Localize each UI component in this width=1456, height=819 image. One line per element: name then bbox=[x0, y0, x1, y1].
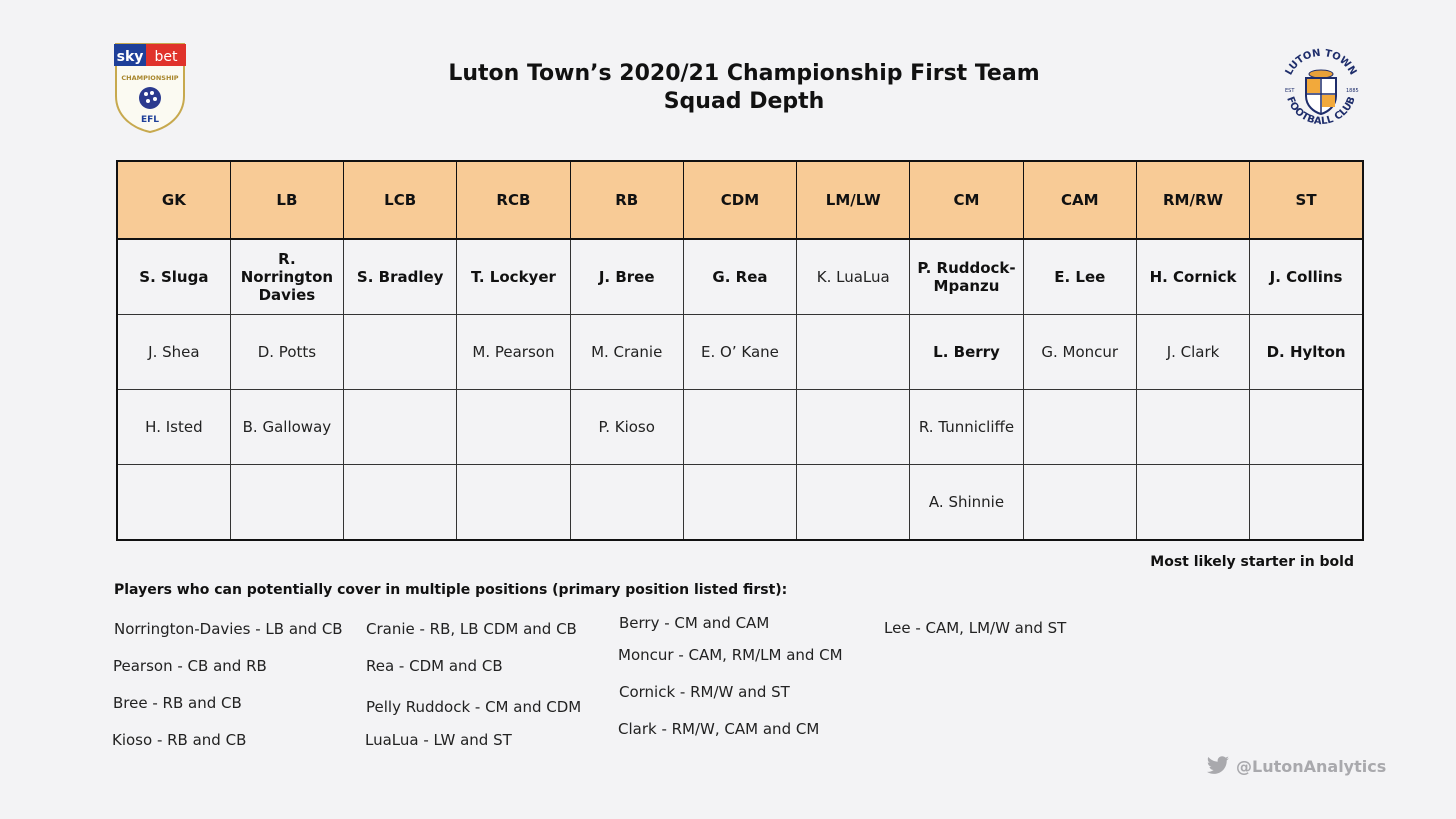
table-cell bbox=[117, 465, 230, 541]
cover-item: Berry - CM and CAM bbox=[619, 614, 770, 632]
table-cell: P. Ruddock-Mpanzu bbox=[910, 239, 1023, 315]
cover-item: Clark - RM/W, CAM and CM bbox=[618, 720, 820, 738]
table-cell: M. Cranie bbox=[570, 315, 683, 390]
cover-item: Pearson - CB and RB bbox=[113, 657, 267, 675]
table-row bbox=[117, 390, 1363, 465]
table-cell bbox=[1023, 465, 1136, 541]
twitter-bird-icon bbox=[1206, 756, 1230, 776]
cover-item: Cranie - RB, LB CDM and CB bbox=[366, 620, 577, 638]
column-header: RB bbox=[570, 161, 683, 239]
svg-text:FOOTBALL CLUB: FOOTBALL CLUB bbox=[1284, 95, 1358, 128]
squad-depth-table bbox=[116, 160, 1364, 541]
cover-item: Moncur - CAM, RM/LM and CM bbox=[618, 646, 843, 664]
table-cell bbox=[457, 390, 570, 465]
column-header: GK bbox=[117, 161, 230, 239]
table-cell: R. Tunnicliffe bbox=[910, 390, 1023, 465]
svg-text:EST: EST bbox=[1285, 88, 1295, 94]
twitter-handle-text: @LutonAnalytics bbox=[1236, 756, 1387, 776]
table-cell: T. Lockyer bbox=[457, 239, 570, 315]
table-cell: H. Isted bbox=[117, 390, 230, 465]
cover-item: Rea - CDM and CB bbox=[366, 657, 503, 675]
table-cell: M. Pearson bbox=[457, 315, 570, 390]
column-header: LM/LW bbox=[797, 161, 910, 239]
table-cell bbox=[683, 465, 796, 541]
table-cell bbox=[570, 465, 683, 541]
table-cell: G. Moncur bbox=[1023, 315, 1136, 390]
table-cell bbox=[344, 390, 457, 465]
cover-item: Cornick - RM/W and ST bbox=[619, 683, 790, 701]
table-cell: B. Galloway bbox=[230, 390, 343, 465]
table-cell bbox=[1250, 390, 1363, 465]
table-cell: J. Clark bbox=[1136, 315, 1249, 390]
table-cell: L. Berry bbox=[910, 315, 1023, 390]
table-cell bbox=[457, 465, 570, 541]
table-row bbox=[117, 315, 1363, 390]
table-cell: E. Lee bbox=[1023, 239, 1136, 315]
cover-item: Lee - CAM, LM/W and ST bbox=[884, 619, 1067, 637]
table-row bbox=[117, 239, 1363, 315]
twitter-handle[interactable] bbox=[1206, 756, 1386, 776]
starter-note: Most likely starter in bold bbox=[1150, 554, 1354, 570]
table-cell bbox=[1250, 465, 1363, 541]
column-header: CAM bbox=[1023, 161, 1136, 239]
table-cell: J. Bree bbox=[570, 239, 683, 315]
cover-item: LuaLua - LW and ST bbox=[365, 731, 512, 749]
table-cell bbox=[797, 465, 910, 541]
title-line-2: Squad Depth bbox=[663, 89, 825, 114]
column-header: ST bbox=[1250, 161, 1363, 239]
table-cell: K. LuaLua bbox=[797, 239, 910, 315]
svg-text:sky: sky bbox=[116, 49, 144, 65]
table-cell: G. Rea bbox=[683, 239, 796, 315]
table-cell bbox=[1023, 390, 1136, 465]
cover-item: Bree - RB and CB bbox=[113, 694, 242, 712]
svg-text:EFL: EFL bbox=[140, 115, 160, 125]
cover-item: Norrington-Davies - LB and CB bbox=[114, 620, 343, 638]
cover-item: Pelly Ruddock - CM and CDM bbox=[366, 698, 582, 716]
column-header: LCB bbox=[344, 161, 457, 239]
table-cell bbox=[683, 390, 796, 465]
table-row bbox=[117, 465, 1363, 541]
table-cell: J. Shea bbox=[117, 315, 230, 390]
table-cell bbox=[1136, 465, 1249, 541]
table-cell: D. Hylton bbox=[1250, 315, 1363, 390]
table-cell bbox=[230, 465, 343, 541]
table-cell: R. Norrington Davies bbox=[230, 239, 343, 315]
table-cell: E. O’ Kane bbox=[683, 315, 796, 390]
svg-text:CHAMPIONSHIP: CHAMPIONSHIP bbox=[121, 74, 179, 82]
column-header: LB bbox=[230, 161, 343, 239]
table-cell bbox=[797, 390, 910, 465]
column-header: CM bbox=[910, 161, 1023, 239]
cover-item: Kioso - RB and CB bbox=[112, 731, 247, 749]
title-line-1: Luton Town’s 2020/21 Championship First Team bbox=[448, 61, 1040, 86]
skybet-championship-logo bbox=[112, 38, 188, 134]
svg-text:1885: 1885 bbox=[1346, 88, 1359, 94]
table-cell bbox=[1136, 390, 1249, 465]
table-cell: J. Collins bbox=[1250, 239, 1363, 315]
table-cell: S. Sluga bbox=[117, 239, 230, 315]
table-cell: D. Potts bbox=[230, 315, 343, 390]
cover-heading: Players who can potentially cover in multiple positions (primary position listed first): bbox=[114, 582, 788, 598]
page-title bbox=[400, 60, 1088, 116]
svg-text:LUTON TOWN: LUTON TOWN bbox=[1283, 47, 1359, 78]
table-cell bbox=[344, 315, 457, 390]
column-header: RCB bbox=[457, 161, 570, 239]
column-header: CDM bbox=[683, 161, 796, 239]
table-cell bbox=[344, 465, 457, 541]
column-header: RM/RW bbox=[1136, 161, 1249, 239]
table-cell: H. Cornick bbox=[1136, 239, 1249, 315]
table-header-row bbox=[117, 161, 1363, 239]
luton-town-crest bbox=[1276, 44, 1366, 134]
table-cell: P. Kioso bbox=[570, 390, 683, 465]
svg-text:bet: bet bbox=[154, 49, 178, 65]
table-cell: A. Shinnie bbox=[910, 465, 1023, 541]
table-cell bbox=[797, 315, 910, 390]
table-cell: S. Bradley bbox=[344, 239, 457, 315]
